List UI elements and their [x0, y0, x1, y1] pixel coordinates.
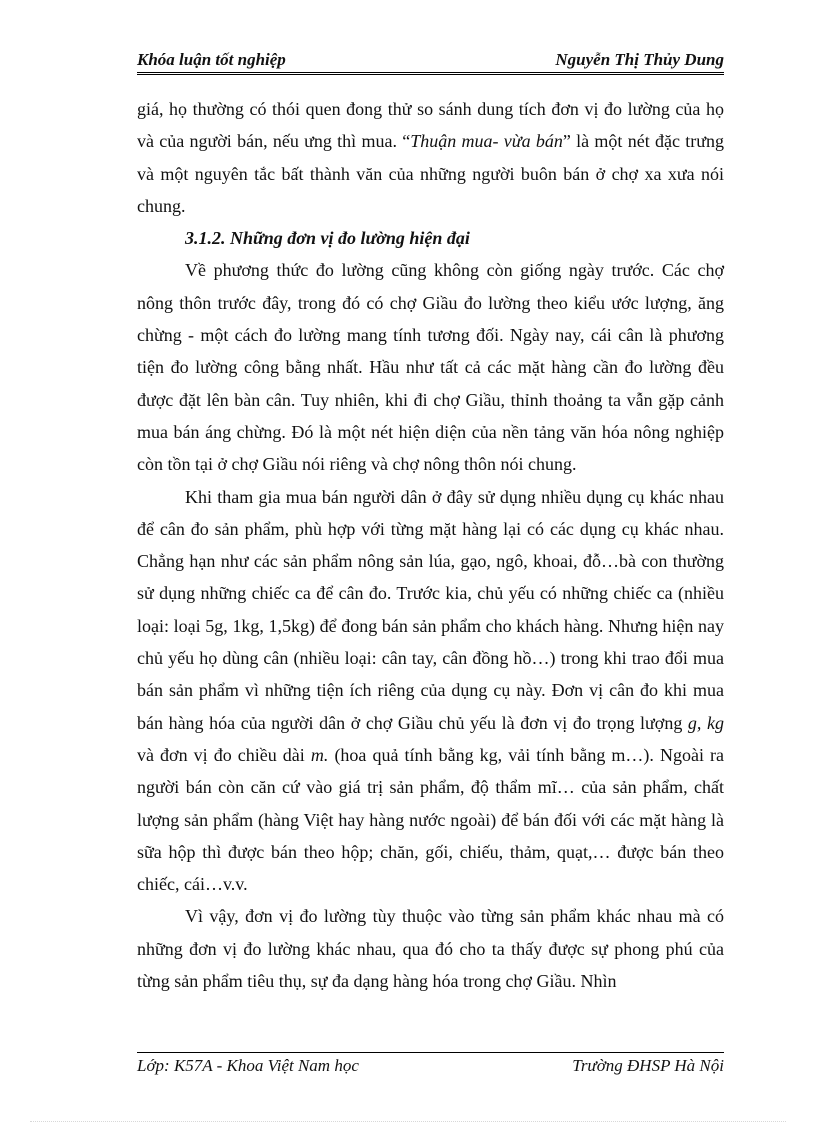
paragraph-1-text-end: ” là một nét đặc trưng và một nguyên tắc bất thành văn của những người buôn bán ở chợ xa xưa nói chung.: [137, 131, 725, 216]
paragraph-2: Về phương thức đo lường cũng không còn giống ngày trước. Các chợ nông thôn trước đây, trong đó có chợ Giầu đo lường theo kiểu ước lượng, ăng chừng - một cách đo lường mang tính tương đối. Ngày nay, cái cân là phương tiện đo lường công bằng nhất. Hầu như tất cả các mặt hàng cần đo lường đều được đặt lên bàn cân. Tuy nhiên, khi đi chợ Giầu, thỉnh thoảng ta vẫn gặp cảnh mua bán áng chừng. Đó là một nét hiện diện của nền tảng văn hóa nông nghiệp còn tồn tại ở chợ Giầu nói riêng và chợ nông thôn nói chung.: [137, 260, 724, 475]
page-header: [137, 48, 724, 75]
paragraph-3-text-end: (hoa quả tính bằng kg, vải tính bằng m…). Ngoài ra người bán còn căn cứ vào giá trị sản phẩm, độ thẩm mĩ… của sản phẩm, chất lượng sản phẩm (hàng Việt hay hàng nước ngoài) để bán đối với các mặt hàng là sữa hộp thì được bán theo hộp; chăn, gối, chiếu, thảm, quạt,… được bán theo chiếc, cái…v.v.: [137, 744, 724, 895]
page-footer: [137, 1056, 724, 1080]
header-thesis-label: Khóa luận tốt nghiệp: [137, 50, 286, 69]
page-body: [137, 93, 724, 997]
quoted-saying: Thuận mua- vừa bán: [410, 131, 563, 152]
unit-length: m.: [310, 744, 329, 765]
footer-class-label: Lớp: K57A - Khoa Việt Nam học: [137, 1056, 359, 1075]
header-author-name: Nguyễn Thị Thủy Dung: [555, 50, 724, 69]
footer-divider: [137, 1052, 724, 1053]
paragraph-1: [137, 93, 724, 222]
footer-university: Trường ĐHSP Hà Nội: [572, 1056, 724, 1075]
paragraph-3-text-mid: và đơn vị đo chiều dài: [137, 744, 311, 765]
unit-weight: g, kg: [687, 712, 724, 733]
paragraph-1-text: giá, họ thường có thói quen đong thử so sánh dung tích đơn vị đo lường của họ và của người bán, nếu ưng thì mua. “: [137, 99, 724, 152]
paragraph-4: Vì vậy, đơn vị đo lường tùy thuộc vào từng sản phẩm khác nhau mà có những đơn vị đo lường khác nhau, qua đó cho ta thấy được sự phong phú của từng sản phẩm tiêu thụ, sự đa dạng hàng hóa trong chợ Giầu. Nhìn: [137, 906, 724, 992]
paragraph-3-text: Khi tham gia mua bán người dân ở đây sử dụng nhiều dụng cụ khác nhau để cân đo sản phẩm, phù hợp với từng mặt hàng lại có các dụng cụ khác nhau. Chẳng hạn như các sản phẩm nông sản lúa, gạo, ngô, khoai, đỗ…bà con thường sử dụng những chiếc ca để cân đo. Trước kia, chủ yếu có những chiếc ca (nhiều loại: loại 5g, 1kg, 1,5kg) để đong bán sản phẩm cho khách hàng. Nhưng hiện nay chủ yếu họ dùng cân (nhiều loại: cân tay, cân đồng hồ…) trong khi trao đổi mua bán sản phẩm vì những tiện ích riêng của dụng cụ này. Đơn vị cân đo khi mua bán hàng hóa của người dân ở chợ Giầu chủ yếu là đơn vị đo trọng lượng: [137, 486, 724, 733]
paragraph-3: [137, 481, 724, 901]
section-heading: 3.1.2. Những đơn vị đo lường hiện đại: [185, 228, 470, 249]
